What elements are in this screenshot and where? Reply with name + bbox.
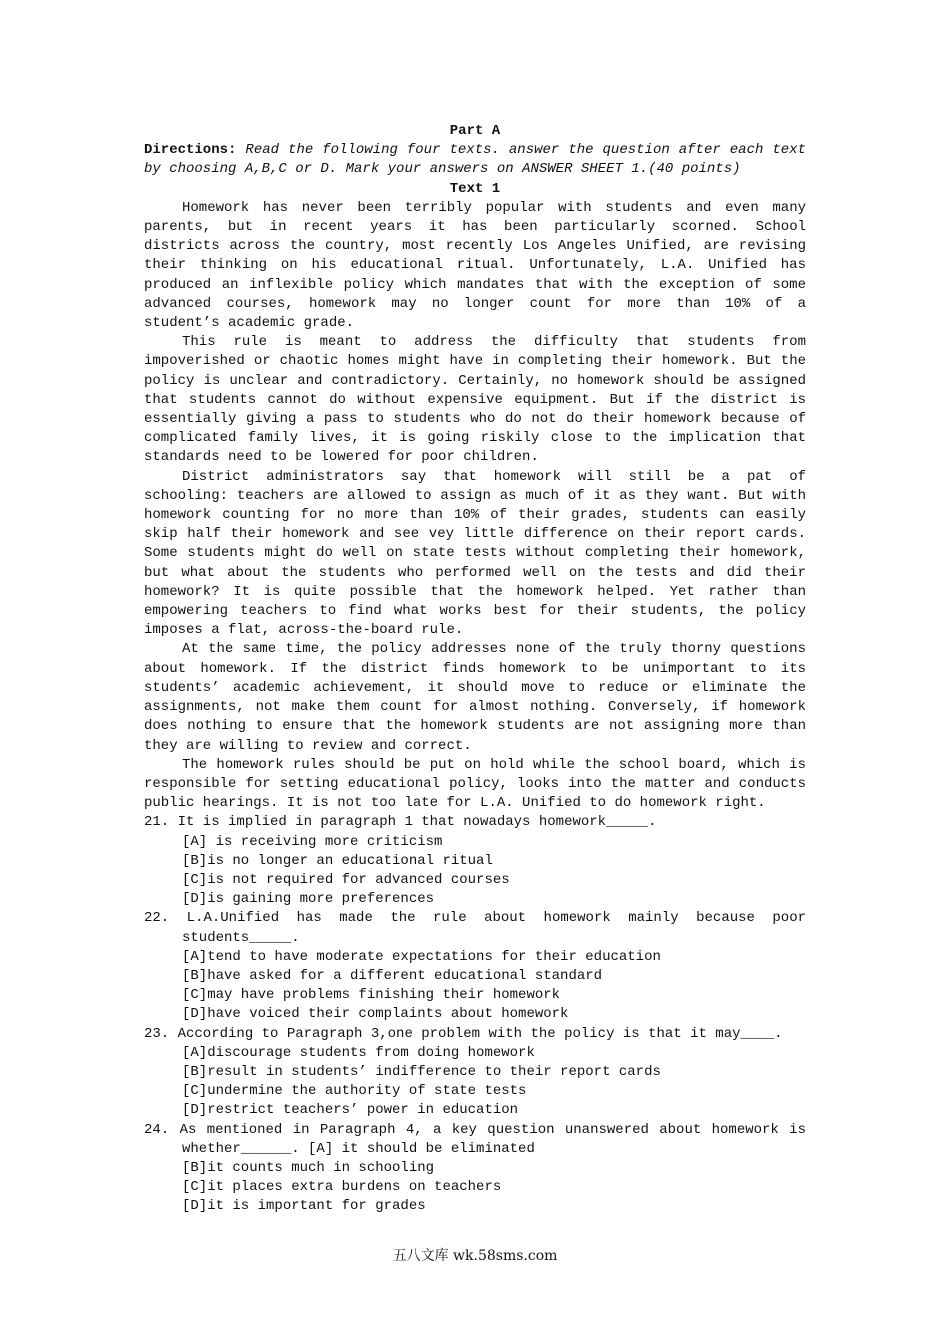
paragraph: The homework rules should be put on hold while the school board, which is responsible for setting educational policy, looks into the matter and conducts public hearings. It is not too late for L.A. Unified to do homework right. — [144, 756, 806, 812]
option: [B]it counts much in schooling — [182, 1159, 435, 1176]
option: [D]restrict teachers’ power in education — [182, 1102, 519, 1119]
question-21 — [144, 813, 806, 909]
directions-label: Directions: — [144, 142, 237, 159]
directions-text: Read the following four texts. answer the question after each text by choosing A,B,C or D. Mark your answers on ANSWER SHEET 1.(40 points) — [144, 142, 806, 178]
directions — [144, 141, 806, 179]
option: [C]may have problems finishing their homework — [182, 987, 561, 1004]
option: [B]result in students’ indifference to their report cards — [182, 1063, 661, 1080]
option: [B]is no longer an educational ritual — [182, 852, 493, 869]
question-24 — [144, 1121, 806, 1217]
option: [D]it is important for grades — [182, 1198, 426, 1215]
option: [A]discourage students from doing homework — [182, 1044, 535, 1061]
document-page — [144, 122, 806, 1217]
question-22 — [144, 909, 806, 1024]
question-23 — [144, 1025, 806, 1121]
text-title: Text 1 — [449, 180, 501, 197]
option: [C]is not required for advanced courses — [182, 871, 510, 888]
option: [A]tend to have moderate expectations for their education — [182, 948, 661, 965]
option: [C]it places extra burdens on teachers — [182, 1179, 502, 1196]
option: [D]is gaining more preferences — [182, 891, 435, 908]
question-stem: 23. According to Paragraph 3,one problem with the policy is that it may____. — [144, 1025, 783, 1042]
option: [A] is receiving more criticism — [182, 833, 443, 850]
question-stem: 24. As mentioned in Paragraph 4, a key question unanswered about homework is whether______. [A] it should be eliminated — [144, 1121, 806, 1157]
question-stem: 21. It is implied in paragraph 1 that nowadays homework_____. — [144, 814, 657, 831]
paragraph: This rule is meant to address the difficulty that students from impoverished or chaotic homes might have in completing their homework. But the policy is unclear and contradictory. Certainly, no homework should be assigned that students cannot do without expensive equipment. But if the district is essentially giving a pass to students who do not do their homework because of complicated family lives, it is going riskily close to the implication that standards need to be lowered for poor children. — [144, 334, 806, 466]
option: [C]undermine the authority of state tests — [182, 1083, 527, 1100]
option: [B]have asked for a different educational standard — [182, 967, 603, 984]
paragraph: District administrators say that homework will still be a pat of schooling: teachers are allowed to assign as much of it as they want. But with homework counting for no more than 10% of their grades, students can easily skip half their homework and see vey little difference on their report cards. Some students might do well on state tests without completing their homework, but what about the students who performed well on the tests and did their homework? It is quite possible that the homework helped. Yet rather than empowering teachers to find what works best for their students, the policy imposes a flat, across-the-board rule. — [144, 468, 806, 639]
part-heading: Part A — [449, 123, 501, 139]
paragraph: At the same time, the policy addresses none of the truly thorny questions about homework. If the district finds homework to be unimportant to its students’ academic achievement, it should move to reduce or eliminate the assignments, not make them count for almost nothing. Conversely, if homework does nothing to ensure that the homework students are not assigning more than they are willing to review and correct. — [144, 641, 806, 754]
paragraph: Homework has never been terribly popular with students and even many parents, but in recent years it has been particularly scorned. School districts across the country, most recently Los Angeles Unified, are revising their thinking on his educational ritual. Unfortunately, L.A. Unified has produced an inflexible policy which mandates that with the exception of some advanced courses, homework may no longer count for more than 10% of a student’s academic grade. — [144, 199, 806, 332]
question-stem: 22. L.A.Unified has made the rule about homework mainly because poor students_____. — [144, 910, 806, 946]
footer-source: 五八文库 wk.58sms.com — [392, 1248, 558, 1264]
option: [D]have voiced their complaints about homework — [182, 1006, 569, 1023]
